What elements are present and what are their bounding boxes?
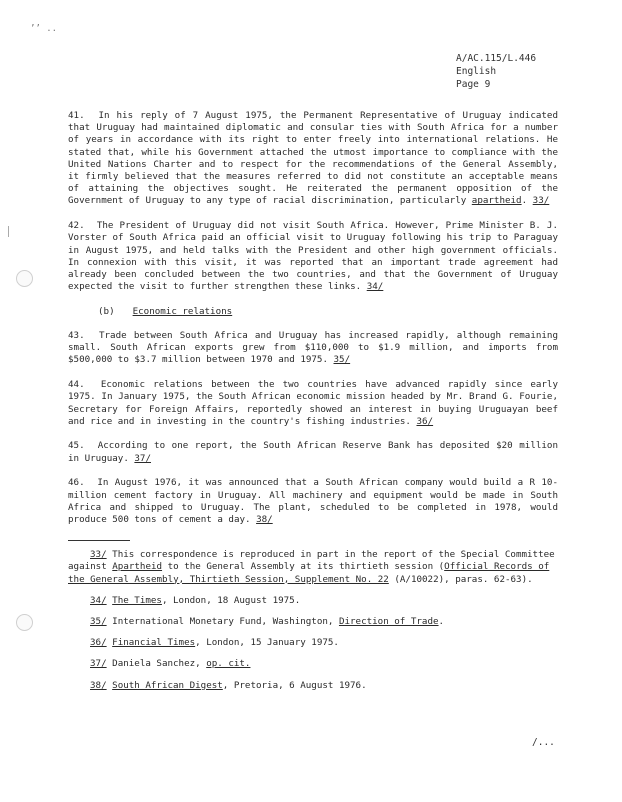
footnote-text: , London, 18 August 1975. bbox=[161, 594, 301, 606]
footnote-number: 35/ bbox=[90, 616, 107, 627]
footnote-text: , Pretoria, 6 August 1976. bbox=[222, 679, 367, 691]
scan-mark-line bbox=[8, 226, 9, 237]
footnote-text: This correspondence is reproduced in part in the report of the Special Committee against bbox=[68, 549, 555, 573]
paragraph-text: In August 1976, it was announced that a South African company would build a R 10-million cement factory in Uruguay. All machinery and equipment would be made in South Africa and shipped to Uruguay. The plant, scheduled to be completed in 1978, would produce 500 tons of cement a day. bbox=[68, 477, 558, 525]
footnote-ref: 33/ bbox=[532, 195, 550, 207]
footnote-36 bbox=[68, 637, 558, 649]
footnote-source: op. cit. bbox=[206, 658, 251, 670]
footnote-35 bbox=[68, 616, 558, 628]
paragraph-text: According to one report, the South African Reserve Bank has deposited $20 million in Uruguay. bbox=[68, 440, 558, 464]
document-header bbox=[456, 52, 536, 91]
paragraph-45 bbox=[68, 440, 558, 464]
continued-marker: /... bbox=[532, 737, 555, 748]
footnote-source: Financial Times bbox=[112, 637, 196, 649]
punch-hole bbox=[16, 270, 33, 287]
subheading-label: (b) bbox=[98, 305, 115, 317]
paragraph-number: 46. bbox=[68, 477, 85, 489]
footnote-text: Daniela Sanchez, bbox=[112, 658, 207, 670]
paragraph-number: 42. bbox=[68, 220, 85, 232]
footnote-ref: 35/ bbox=[333, 354, 351, 366]
paragraph-43 bbox=[68, 330, 558, 367]
paragraph-number: 45. bbox=[68, 440, 85, 452]
footnote-text-cont: to the General Assembly at its thirtieth session ( bbox=[162, 561, 445, 573]
document-body bbox=[68, 110, 558, 701]
footnote-source: South African Digest bbox=[112, 679, 223, 691]
paragraph-text: Trade between South Africa and Uruguay has increased rapidly, although remaining small. South African exports grew from $110,000 to $1.9 million, and imports from $500,000 to $3.7 million between 1970 and 1975. bbox=[68, 330, 558, 366]
footnote-38 bbox=[68, 680, 558, 692]
footnote-emphasis: Apartheid bbox=[112, 561, 163, 573]
footnote-number: 37/ bbox=[90, 658, 107, 670]
emphasis-term: apartheid bbox=[471, 195, 522, 207]
paragraph-text: Economic relations between the two countries have advanced rapidly since early 1975. In January 1975, the South African economic mission headed by Mr. Brand G. Fourie, Secretary for Foreign Affairs, reportedly showed an interest in buying Uruguayan beef and rice and in investing in the country's fishing industries. bbox=[68, 379, 558, 427]
footnote-34 bbox=[68, 595, 558, 607]
footnote-source: The Times bbox=[112, 594, 162, 606]
footnote-separator bbox=[68, 540, 130, 541]
paragraph-text-end: . bbox=[521, 195, 533, 207]
subheading bbox=[98, 306, 558, 318]
footnote-source: Official Records of the General Assembly, Thirtieth Session, Supplement No. 22 bbox=[68, 561, 550, 585]
paragraph-44 bbox=[68, 379, 558, 428]
footnote-ref: 37/ bbox=[134, 452, 151, 464]
footnote-number: 38/ bbox=[90, 679, 107, 691]
paragraph-42 bbox=[68, 220, 558, 293]
footnote-ref: 36/ bbox=[416, 415, 434, 427]
subheading-title: Economic relations bbox=[132, 305, 233, 317]
footnote-number: 34/ bbox=[90, 594, 107, 606]
paragraph-number: 41. bbox=[68, 110, 85, 121]
page-number: Page 9 bbox=[456, 79, 491, 90]
footnote-text: , London, 15 January 1975. bbox=[195, 637, 339, 649]
footnote-ref: 34/ bbox=[366, 281, 384, 293]
punch-hole bbox=[16, 614, 33, 631]
footnote-text-end: (A/10022), paras. 62-63). bbox=[388, 573, 533, 585]
footnote-37 bbox=[68, 658, 558, 670]
paragraph-text: In his reply of 7 August 1975, the Permanent Representative of Uruguay indicated that Uruguay had maintained diplomatic and consular ties with South Africa for a number of years in accordance with its right to enter freely into international relations. He stated that, while his Government attached the utmost importance to compliance with the United Nations Charter and to respect for the recommendations of the General Assembly, it firmly believed that the measures referred to did not constitute an acceptable means of attaining the objectives sought. He reiterated the permanent opposition of the Government of Uruguay to any type of racial discrimination, particularly bbox=[68, 110, 558, 207]
footnote-ref: 38/ bbox=[256, 513, 273, 525]
footnote-number: 33/ bbox=[90, 549, 107, 561]
document-symbol: A/AC.115/L.446 bbox=[456, 53, 537, 64]
paragraph-46 bbox=[68, 477, 558, 526]
paragraph-number: 43. bbox=[68, 330, 85, 342]
document-language: English bbox=[456, 66, 497, 77]
footnote-number: 36/ bbox=[90, 637, 107, 649]
footnote-text: International Monetary Fund, Washington, bbox=[112, 616, 339, 627]
scan-mark: ’’ .. bbox=[30, 24, 58, 34]
footnote-text-end: . bbox=[438, 616, 445, 627]
footnote-33 bbox=[68, 549, 558, 586]
paragraph-41 bbox=[68, 110, 558, 208]
paragraph-text: The President of Uruguay did not visit South Africa. However, Prime Minister B. J. Vorster of South Africa paid an official visit to Uruguay following his trip to Paraguay in August 1975, and held talks with the President and other high government officials. In connexion with this visit, it was reported that an important trade agreement had already been concluded between the two countries, and that the Government of Uruguay expected the visit to further strengthen these links. bbox=[68, 220, 558, 293]
paragraph-number: 44. bbox=[68, 379, 85, 391]
footnote-source: Direction of Trade bbox=[338, 616, 439, 627]
